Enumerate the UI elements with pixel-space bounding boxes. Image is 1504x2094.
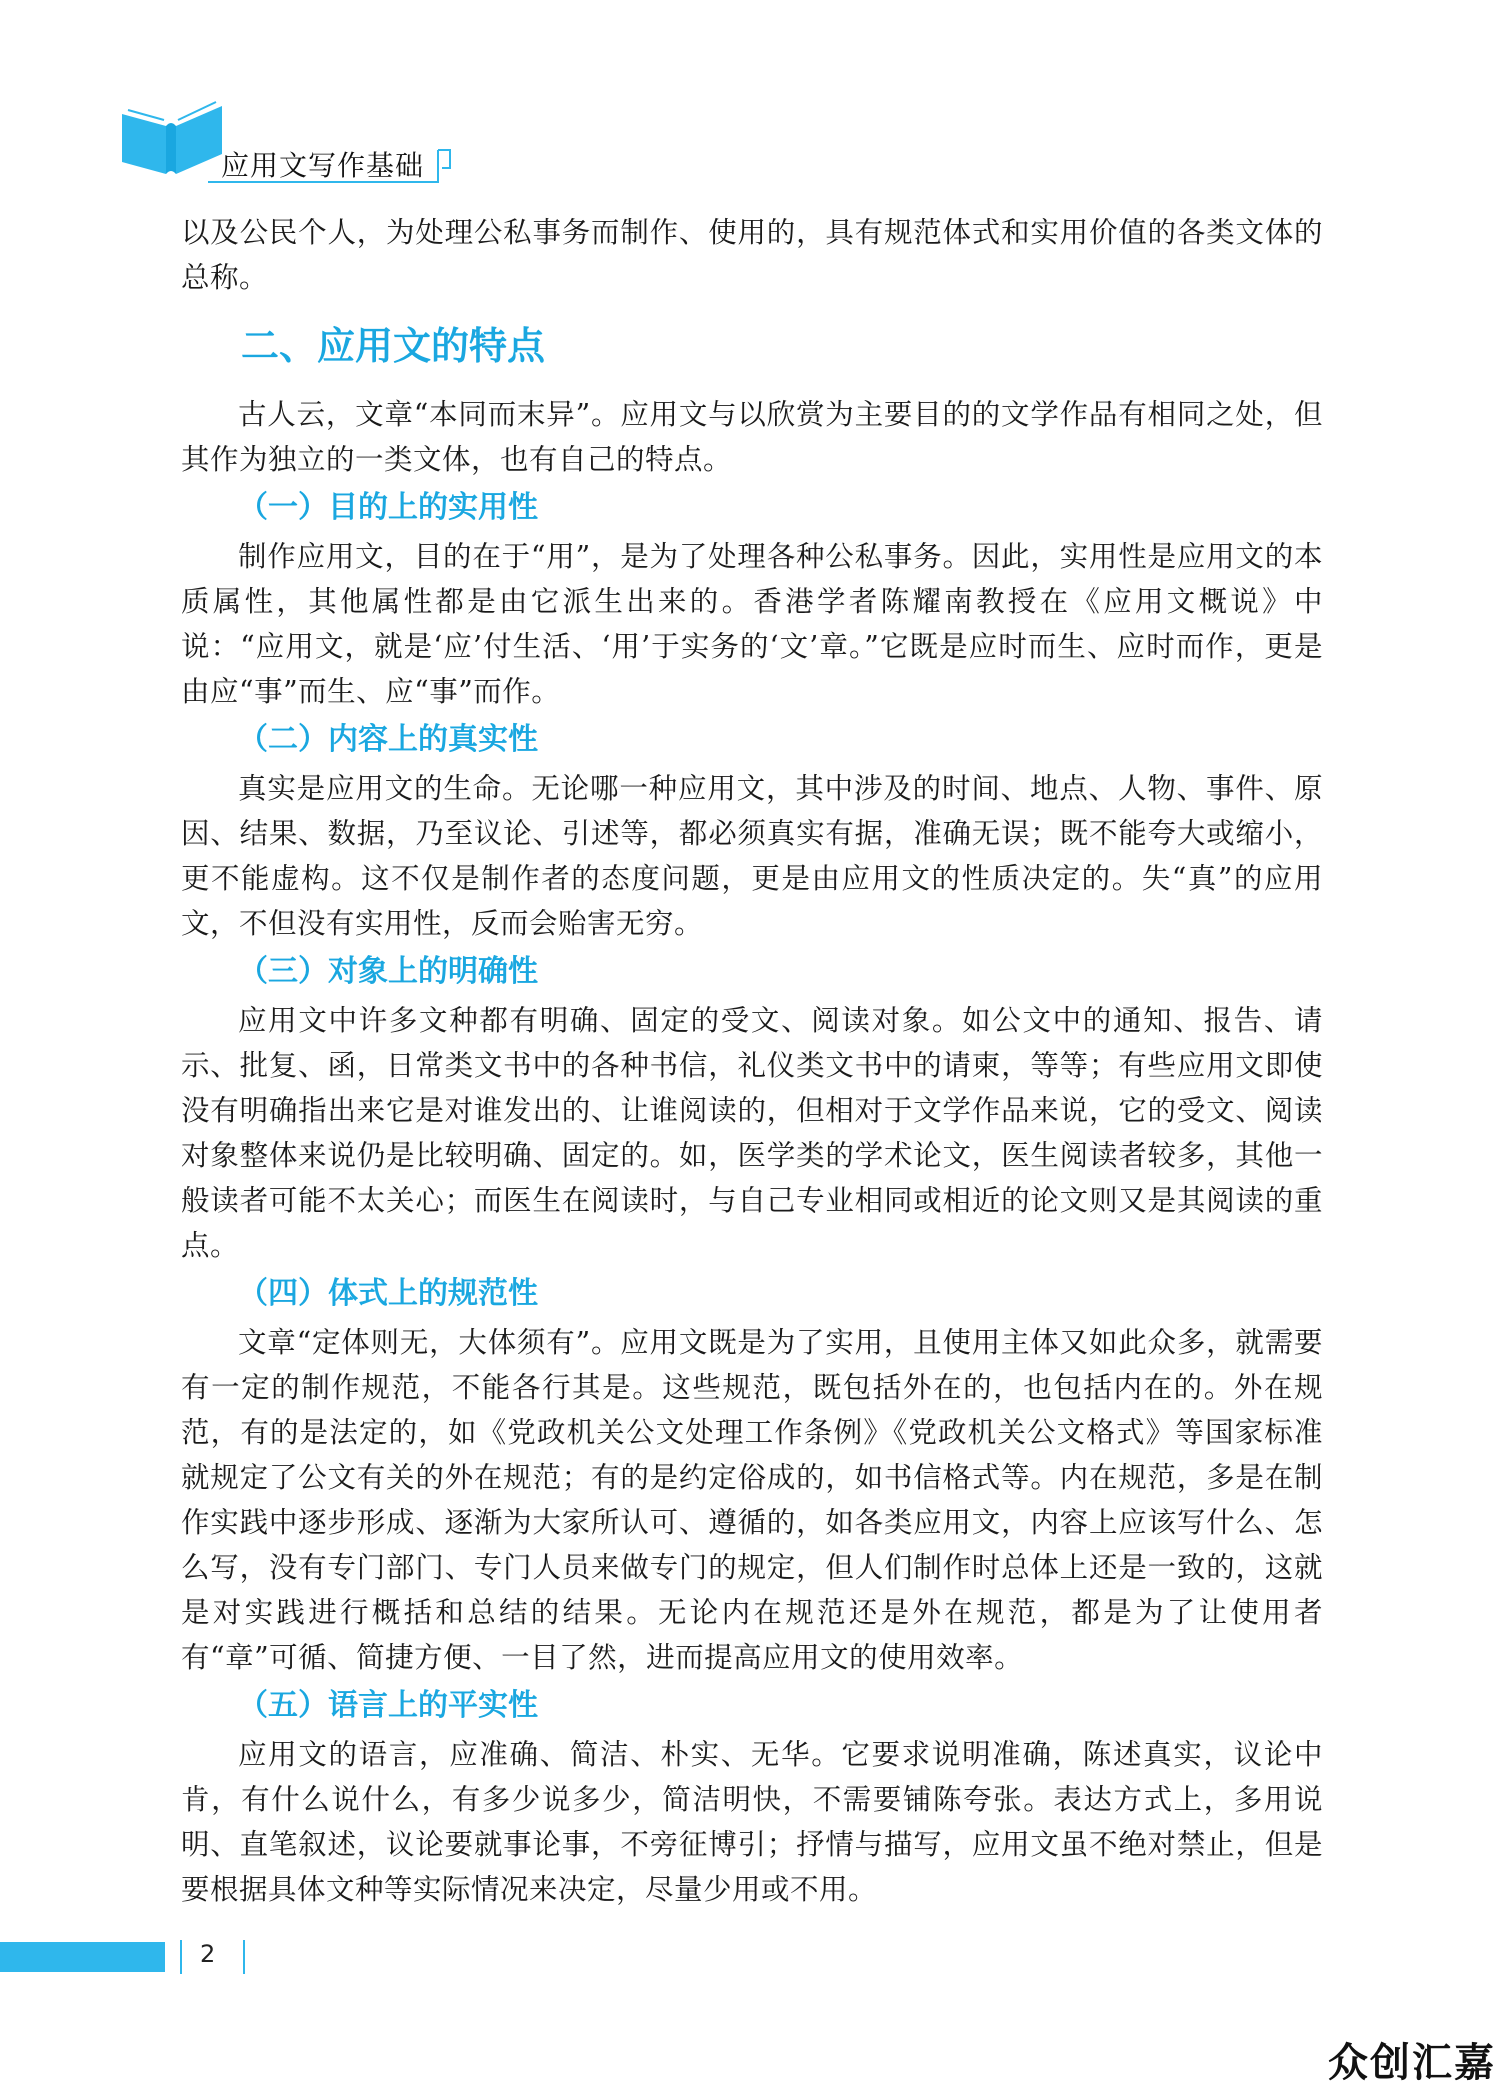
paragraph-practicality: 制作应用文，目的在于“用”，是为了处理各种公私事务。因此，实用性是应用文的本质属性，其他属性都是由它派生出来的。香港学者陈耀南教授在《应用文概说》中说：“应用文，就是‘应’付生活、‘用’于实务的‘文’章。”它既是应时而生、应时而作，更是由应“事”而生、应“事”而作。 bbox=[181, 540, 1323, 708]
paragraph-clarity: 应用文中许多文种都有明确、固定的受文、阅读对象。如公文中的通知、报告、请示、批复、函，日常类文书中的各种书信，礼仪类文书中的请柬，等等；有些应用文即使没有明确指出来它是对谁发出的、让谁阅读的，但相对于文学作品来说，它的受文、阅读对象整体来说仍是比较明确、固定的。如，医学类的学术论文，医生阅读者较多，其他一般读者可能不太关心；而医生在阅读时，与自己专业相同或相近的论文则又是其阅读的重点。 bbox=[181, 1004, 1323, 1262]
section-title: 二、应用文的特点 bbox=[241, 324, 546, 368]
intro-paragraph: 以及公民个人，为处理公私事务而制作、使用的，具有规范体式和实用价值的各类文体的总称。 bbox=[181, 216, 1323, 294]
subheading-authenticity: （二）内容上的真实性 bbox=[238, 722, 538, 757]
subheading-clarity: （三）对象上的明确性 bbox=[238, 954, 538, 989]
paragraph-plainness: 应用文的语言，应准确、简洁、朴实、无华。它要求说明准确，陈述真实，议论中肯，有什么说什么，有多少说多少，简洁明快，不需要铺陈夸张。表达方式上，多用说明、直笔叙述，议论要就事论事，不旁征博引；抒情与描写，应用文虽不绝对禁止，但是要根据具体文种等实际情况来决定，尽量少用或不用。 bbox=[181, 1738, 1323, 1906]
subheading-plainness: （五）语言上的平实性 bbox=[238, 1688, 538, 1723]
section-lead-paragraph: 古人云，文章“本同而末异”。应用文与以欣赏为主要目的的文学作品有相同之处，但其作为独立的一类文体，也有自己的特点。 bbox=[181, 398, 1323, 476]
page-header bbox=[118, 100, 458, 180]
paragraph-standardization: 文章“定体则无，大体须有”。应用文既是为了实用，且使用主体又如此众多，就需要有一定的制作规范，不能各行其是。这些规范，既包括外在的，也包括内在的。外在规范，有的是法定的，如《党政机关公文处理工作条例》《党政机关公文格式》等国家标准就规定了公文有关的外在规范；有的是约定俗成的，如书信格式等。内在规范，多是在制作实践中逐步形成、逐渐为大家所认可、遵循的，如各类应用文，内容上应该写什么、怎么写，没有专门部门、专门人员来做专门的规定，但人们制作时总体上还是一致的，这就是对实践进行概括和总结的结果。无论内在规范还是外在规范，都是为了让使用者有“章”可循、简捷方便、一目了然，进而提高应用文的使用效率。 bbox=[181, 1326, 1323, 1674]
paragraph-authenticity: 真实是应用文的生命。无论哪一种应用文，其中涉及的时间、地点、人物、事件、原因、结果、数据，乃至议论、引述等，都必须真实有据，准确无误；既不能夸大或缩小，更不能虚构。这不仅是制作者的态度问题，更是由应用文的性质决定的。失“真”的应用文，不但没有实用性，反而会贻害无穷。 bbox=[181, 772, 1323, 940]
watermark: 众创汇嘉 bbox=[1328, 2040, 1496, 2086]
book-title: 应用文写作基础 bbox=[221, 149, 425, 182]
footer-divider-left bbox=[180, 1940, 182, 1974]
footer-divider-right bbox=[243, 1940, 245, 1974]
page-content bbox=[181, 210, 1323, 1912]
subheading-standardization: （四）体式上的规范性 bbox=[238, 1276, 538, 1311]
footer-accent-bar bbox=[0, 1942, 165, 1972]
page-number: 2 bbox=[200, 1940, 216, 1968]
subheading-practicality: （一）目的上的实用性 bbox=[238, 490, 538, 525]
